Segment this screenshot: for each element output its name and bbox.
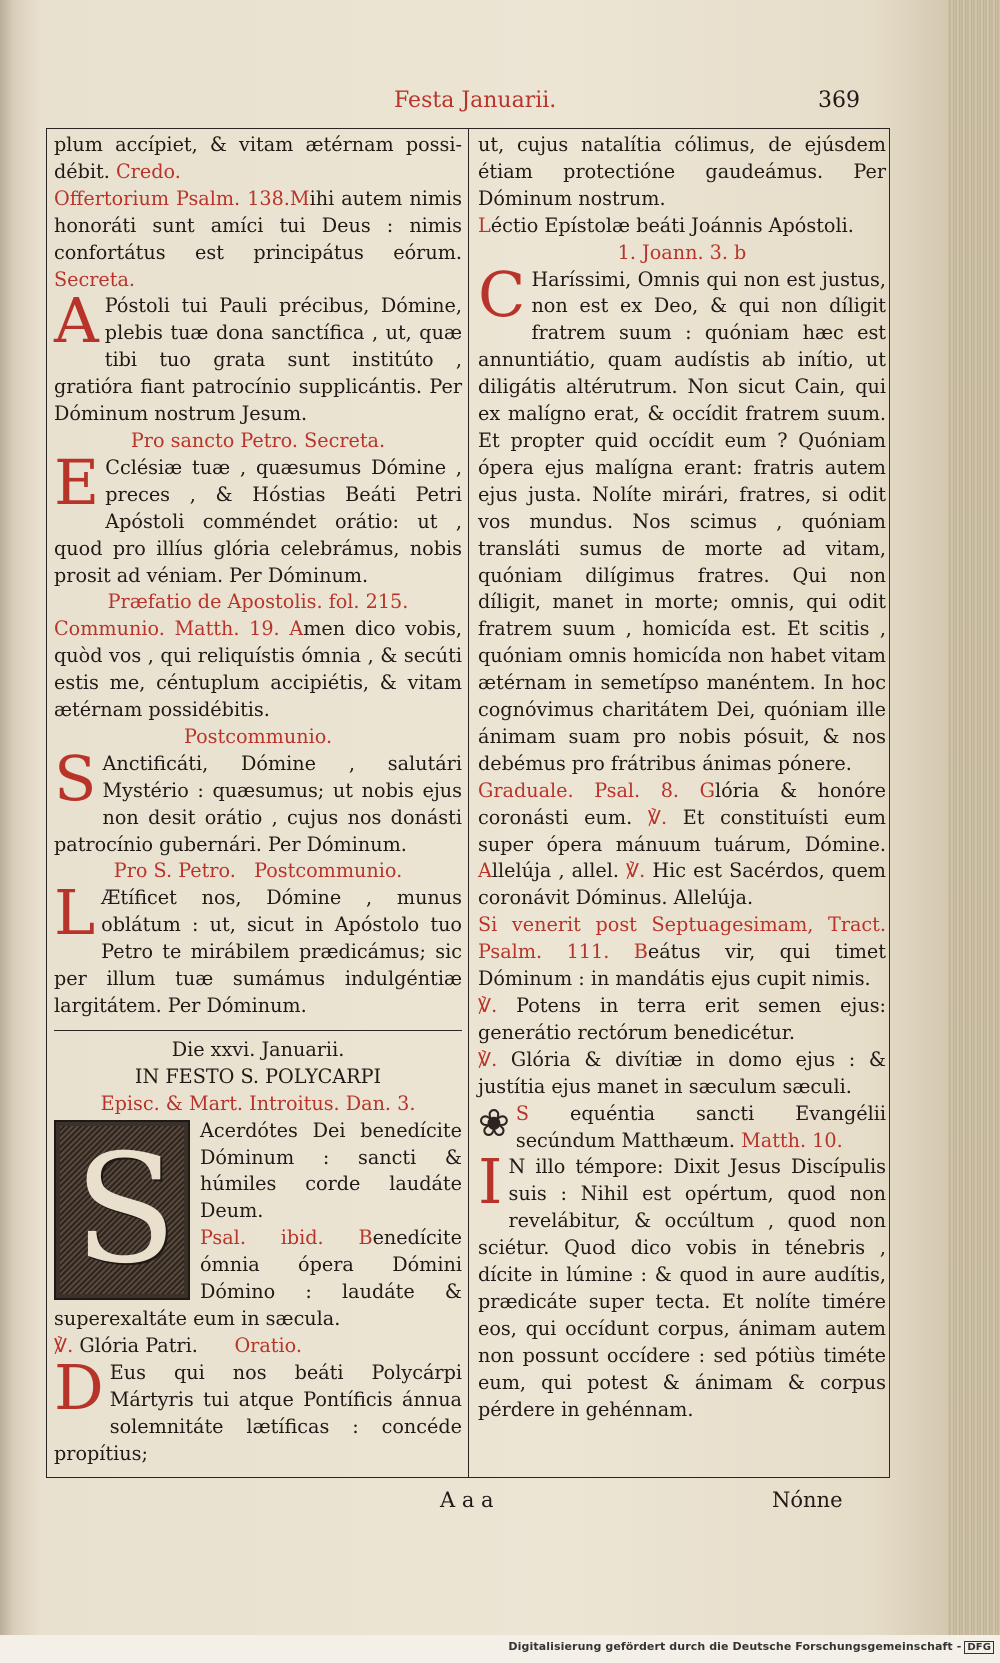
tract-verse: ℣. Glória & divítiæ in domo ejus : & justítia ejus manet in sæculum sæculi.: [478, 1047, 886, 1098]
oratio-prayer: D Eus qui nos beáti Polycárpi Mártyris tui atque Pontíficis ánnua solemnitáte lætíficas : concéde propítius;: [54, 1350, 462, 1465]
drop-cap: E: [54, 445, 100, 519]
signature-mark: A a a: [440, 1488, 494, 1512]
page-number: 369: [818, 88, 860, 113]
paragraph: ut, cujus natalítia cólimus, de ejúsdem étiam protectióne gaudeámus. Per Dóminum nostrum.: [478, 133, 886, 210]
drop-cap: I: [478, 1145, 503, 1219]
dfg-logo: DFG: [964, 1641, 994, 1654]
versicle-icon: ℣.: [478, 994, 498, 1017]
tract: Si venerit post Septuagesimam, Tract. Psalm. 111. Beátus vir, qui timet Dóminum : in mandátis ejus cupit nimis.: [478, 913, 886, 991]
drop-cap: D: [54, 1350, 104, 1424]
versicle-icon: ℣.: [54, 1333, 74, 1357]
digitization-credit: Digitalisierung gefördert durch die Deutsche Forschungsgemeinschaft - DFG: [508, 1640, 994, 1654]
feast-title: IN FESTO S. POLYCARPI: [134, 1064, 382, 1088]
page-edges: [948, 0, 1000, 1635]
drop-cap: S: [54, 741, 97, 815]
paragraph: plum accípiet, & vitam ætérnam possi-débit. Credo.: [54, 133, 462, 183]
versicle-icon: ℣.: [647, 805, 668, 829]
left-column: [54, 132, 462, 1467]
postcommunio-heading: Postcommunio.: [183, 724, 333, 748]
lectio-heading: Léctio Epístolæ beáti Joánnis Apóstoli.: [478, 213, 854, 237]
drop-cap: A: [54, 284, 99, 358]
secreta-prayer: A Póstoli tui Pauli précibus, Dómine, plebis tuæ dona sanctífica , ut, quæ tibi tuo grata sunt institúto , gratióra fiant patrocínio supplicántis. Per Dóminum nostrum Jesum.: [54, 284, 462, 426]
drop-cap: L: [54, 876, 96, 950]
epistle-text: C Haríssimi, Omnis qui non est justus, non est ex Deo, & qui non díligit fratrem suum : quóniam hæc est annuntiátio, quam audístis ab inítio, ut diligátis altérutrum. Non sicut Cain, qui ex malígno erat, & occídit fratrem suum. Et propter quid occídit eum ? Quóniam ópera ejus malígna erant: fratris autem ejus justa. Nolíte mirári, fratres, si odit vos mundus. Nos scimus , quóniam transláti sumus de morte ad vitam, quóniam dilígimus fratres. Qui non díligit, manet in morte; omnis, qui odit fratrem suum , homicída est. Et scitis , quóniam omnis homicída non habet vitam ætérnam in semetípso manéntem. In hoc cognóvimus charitátem Dei, quóniam ille ánimam suam pro nobis pósuit, & nos debémus pro frátribus ánimas pónere.: [478, 257, 886, 775]
running-title: Festa Januarii.: [394, 88, 557, 113]
catchword: Nónne: [772, 1488, 843, 1512]
communio: Communio. Matth. 19. Amen dico vobis, quòd vos , qui reliquístis ómnia , & secúti estis me, céntuplum accipiétis, & vitam ætérnam possidébitis.: [54, 617, 462, 722]
gloria-line: ℣. Glória Patri. Oratio.: [54, 1333, 302, 1357]
introit: [54, 1118, 462, 1333]
rubric-heading: Pro sancto Petro. Secreta.: [130, 428, 386, 452]
versicle-icon: ℣.: [626, 859, 646, 883]
petro-secreta-prayer: E Cclésiæ tuæ , quæsumus Dómine , preces , & Hóstias Beáti Petri Apóstoli comméndet orátio: ut , quod pro illíus glória celebrámus, nobis prosit ad véniam. Per Dóminum.: [54, 445, 462, 587]
gospel-text: I N illo témpore: Dixit Jesus Discípulis suis : Nihil est opértum, quod non revelábitur, & occúltum , quod non sciétur. Quod dico vobis in ténebris , dícite in lúmine : & quod in aure audítis, prædicáte super tecta. Et nolíte timére eos, qui occídunt corpus, ánimam autem non possunt occídere : sed pótiùs timéte eum, qui potest & ánimam & corpus pérdere in gehénnam.: [478, 1145, 886, 1421]
versicle-icon: ℣.: [478, 1047, 498, 1071]
drop-cap: C: [478, 257, 526, 331]
introit-label: Episc. & Mart. Introitus. Dan. 3.: [100, 1091, 416, 1115]
rubric-heading: Pro S. Petro. Postcommunio.: [113, 859, 403, 883]
right-column: [478, 132, 886, 1424]
laetificet-prayer: L Ætíficet nos, Dómine , munus oblátum : ut, sicut in Apóstolo tuo Petro te mirábilem prædicámus; sic per illum tuæ sumámus indulgéntiæ largitátem. Per Dóminum.: [54, 876, 462, 1017]
psal: Psal. ibid. Benedícite ómnia ópera Dómini Dómino : laudáte & superexaltáte eum in sæcula.: [54, 1226, 462, 1330]
flower-ornament-icon: ❀: [478, 1100, 510, 1145]
sequentia: ❀ S equéntia sancti Evangélii secúndum Matthæum. Matth. 10.: [478, 1100, 886, 1152]
scripture-ref: 1. Joann. 3. b: [617, 240, 747, 264]
feast-date: Die xxvi. Januarii.: [171, 1037, 345, 1061]
secreta-label: Secreta.: [54, 267, 136, 291]
woodcut-initial: S: [54, 1120, 190, 1300]
tract-verse: ℣. Potens in terra erit semen ejus: generátio rectórum benedicétur.: [478, 994, 886, 1044]
graduale: Graduale. Psal. 8. Glória & honóre coronásti eum. ℣. Et constituísti eum super ópera mánuum tuárum, Dómine. Allelúja , allel. ℣. Hic est Sacérdos, quem coronávit Dóminus. Allelúja.: [478, 778, 886, 910]
praefatio: Præfatio de Apostolis. fol. 215.: [107, 590, 409, 614]
postcommunio-prayer: S Anctificáti, Dómine , salutári Mystério : quæsumus; ut nobis ejus non desit orátio , cujus nos donásti patrocínio gubernári. Per Dóminum.: [54, 741, 462, 856]
section-rule: [54, 1030, 462, 1031]
offertorium-label: Offertorium Psalm. 138.: [54, 186, 290, 210]
introit-text: Acerdótes Dei benedícite Dóminum : sancti & húmiles corde laudáte Deum.: [200, 1118, 462, 1223]
rubric-credo: Credo.: [115, 159, 181, 183]
column-divider: [468, 128, 469, 1478]
offertorium: Offertorium Psalm. 138.Mihi autem nimis honoráti sunt amíci tui Deus : nimis confortátus est principátus eórum. Secreta.: [54, 186, 463, 291]
